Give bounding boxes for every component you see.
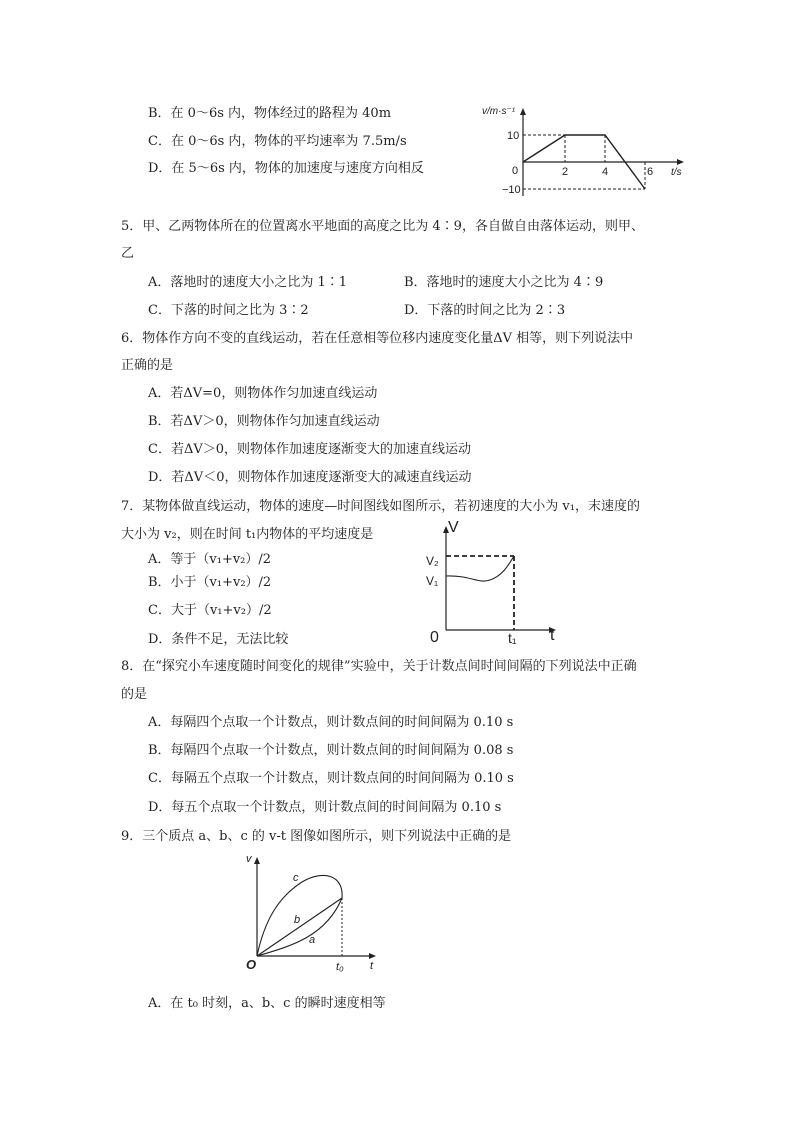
q9-vt-graph: [240, 848, 390, 973]
q7-velocity-curve: [446, 556, 514, 581]
q4-option-b: B．在 0～6s 内，物体经过的路程为 40m: [148, 106, 392, 121]
q8-option-a: A．每隔四个点取一个计数点，则计数点间的时间间隔为 0.10 s: [148, 715, 514, 730]
q5-option-c: C．下落的时间之比为 3∶2: [148, 303, 309, 318]
q4-tick-0: 0: [512, 165, 519, 177]
q4-option-c: C．在 0～6s 内，物体的平均速率为 7.5m/s: [148, 134, 407, 149]
q8-stem-line1: 8．在“探究小车速度随时间变化的规律”实验中，关于计数点间时间间隔的下列说法中正确: [121, 659, 637, 674]
q8-stem-line2: 的是: [121, 687, 148, 702]
q7-vt-graph: [420, 520, 570, 645]
q7-option-a: A．等于（v₁+v₂）/2: [148, 552, 272, 567]
q9-label-c: c: [293, 872, 299, 884]
q4-y-label: v/m·s⁻¹: [482, 106, 516, 117]
q9-label-b: b: [294, 914, 301, 926]
q7-v2-label: V₂: [426, 554, 439, 568]
q8-option-c: C．每隔五个点取一个计数点，则计数点间的时间间隔为 0.10 s: [148, 771, 514, 786]
q7-v1-label: V₁: [426, 574, 439, 588]
q5-option-d: D．下落的时间之比为 2∶3: [404, 303, 566, 318]
q8-option-d: D．每五个点取一个计数点，则计数点间的时间间隔为 0.10 s: [148, 800, 502, 815]
q6-option-c: C．若ΔV＞0，则物体作加速度逐渐变大的加速直线运动: [148, 442, 471, 457]
q9-y-label: v: [246, 853, 252, 865]
q8-option-b: B．每隔四个点取一个计数点，则计数点间的时间间隔为 0.08 s: [148, 743, 514, 758]
q9-option-a: A．在 t₀ 时刻，a、b、c 的瞬时速度相等: [148, 996, 386, 1011]
q4-tick-2: 2: [562, 166, 569, 178]
q7-origin-label: 0: [430, 629, 439, 645]
q9-y-arrow: [254, 857, 260, 864]
q6-option-d: D．若ΔV＜0，则物体作加速度逐渐变大的减速直线运动: [148, 470, 472, 485]
q6-stem-line2: 正确的是: [121, 358, 174, 373]
q4-tick-10: 10: [507, 130, 520, 142]
q7-y-label: V: [448, 520, 459, 536]
q5-option-a: A．落地时的速度大小之比为 1∶1: [148, 275, 348, 290]
q4-tick-4: 4: [602, 166, 609, 178]
q9-origin-label: O: [246, 957, 257, 972]
q6-option-b: B．若ΔV＞0，则物体作匀加速直线运动: [148, 414, 380, 429]
q4-vt-graph: [480, 100, 695, 200]
q7-stem-line1: 7．某物体做直线运动，物体的速度—时间图线如图所示，若初速度的大小为 v₁，末速度的: [121, 499, 640, 514]
q7-t1-label: t₁: [508, 630, 517, 645]
q5-option-b: B．落地时的速度大小之比为 4∶9: [404, 275, 604, 290]
q7-stem-line2: 大小为 v₂，则在时间 t₁内物体的平均速度是: [121, 527, 374, 542]
q7-option-b: B．小于（v₁+v₂）/2: [148, 575, 272, 590]
q9-x-label: t: [370, 960, 374, 972]
q9-stem: 9．三个质点 a、b、c 的 v-t 图像如图所示，则下列说法中正确的是: [121, 829, 512, 844]
q4-option-d: D．在 5～6s 内，物体的加速度与速度方向相反: [148, 161, 424, 176]
q5-stem-line1: 5．甲、乙两物体所在的位置离水平地面的高度之比为 4∶9，各自做自由落体运动，则甲、: [121, 219, 644, 234]
q4-y-arrow: [520, 108, 526, 115]
q7-option-c: C．大于（v₁+v₂）/2: [148, 603, 272, 618]
q9-x-arrow: [369, 953, 376, 959]
q9-line-b: [257, 898, 342, 956]
q7-x-label: t: [550, 627, 555, 644]
q4-tick-6: 6: [647, 166, 654, 178]
q4-x-label: t/s: [671, 167, 682, 178]
q6-option-a: A．若ΔV=0，则物体作匀加速直线运动: [148, 386, 378, 401]
q9-label-a: a: [309, 934, 316, 946]
q6-stem-line1: 6．物体作方向不变的直线运动，若在任意相等位移内速度变化量ΔV 相等，则下列说法中: [121, 331, 634, 346]
q7-option-d: D．条件不足，无法比较: [148, 632, 289, 647]
q9-t0-label: t₀: [336, 961, 344, 973]
q4-tick-neg10: −10: [502, 184, 521, 196]
q4-x-arrow: [677, 159, 684, 165]
q5-stem-line2: 乙: [121, 246, 135, 261]
